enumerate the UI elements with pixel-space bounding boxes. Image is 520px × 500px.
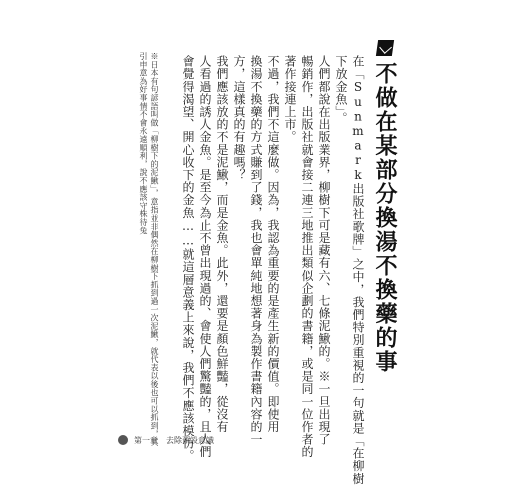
chapter-title: 不做在某部分換湯不換藥的事: [372, 62, 398, 374]
paragraph-line: 在「Sunmark出版社歌牌」之中，我們特別重視的一句就是「在柳樹: [351, 55, 365, 485]
paragraph-line: 人們都說在出版業界，柳樹下可是藏有六、七條泥鰍的。※一旦出現了: [317, 55, 331, 446]
paragraph-line: 換湯不換藥的方式賺到了錢，我也會單純地想著身為製作書籍內容的一: [249, 55, 263, 446]
footnote-line: 引申意為好事情不會永遠順利，說不應該守株待兔: [139, 52, 148, 235]
paragraph-line: 不過，我們不這麼做。因為，我認為重要的是產生新的價值。即使用: [266, 55, 280, 433]
paragraph-line: 人看過的誘人金魚。是至今為止不曾出現過的、會使人們驚豔的，且人們: [198, 55, 212, 459]
paragraph-line: 會覺得渴望、開心收下的金魚……就這層意義上來說，我們不應該模仿。: [181, 55, 195, 463]
title-icon: [376, 40, 394, 56]
footer-chapter-label: 第一章 去除預設意識: [134, 435, 214, 445]
page-footer: [118, 432, 214, 448]
paragraph-line: 著作接連上市。: [283, 55, 297, 144]
paragraph-line: 暢銷作，出版社就會接二連三地推出類似企劃的書籍，或是同一位作者的: [300, 55, 314, 459]
page-marker-icon: [118, 435, 128, 445]
footnote-line: ※日本有句諺語叫做「柳樹下的泥鰍」，意指並非偶然在柳樹下抓到過一次泥鰍，就代表以後也可以抓到，其: [150, 52, 159, 447]
paragraph-line: 下放金魚」。: [334, 55, 348, 125]
paragraph-line: 方，這樣真的有趣嗎？: [232, 55, 246, 181]
paragraph-line: 我們應該放的不是泥鰍，而是金魚。此外，還要是顏色鮮豔，從沒有: [215, 55, 229, 433]
